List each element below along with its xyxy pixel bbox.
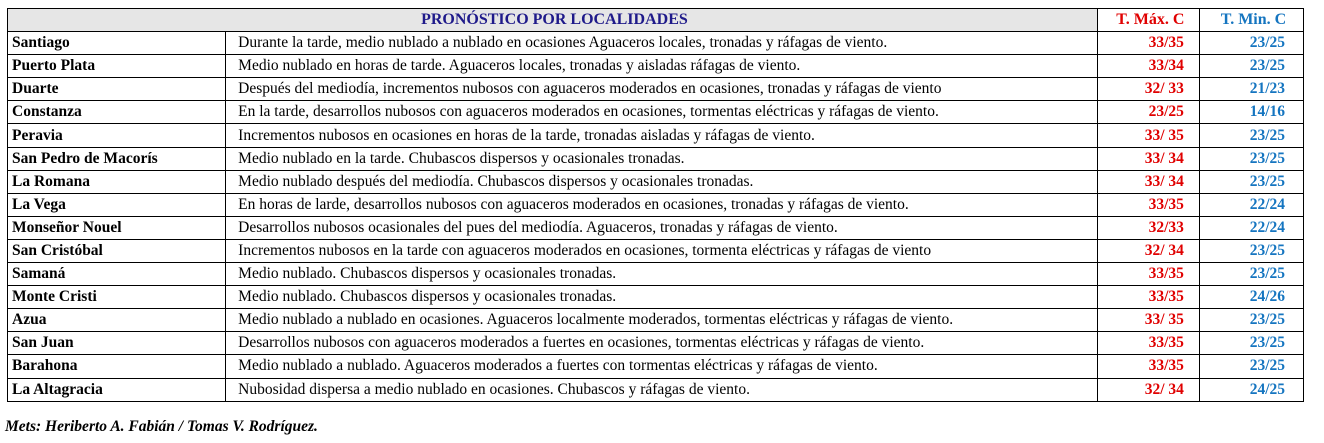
table-row [8, 309, 1304, 332]
table-title: PRONÓSTICO POR LOCALIDADES [8, 9, 1098, 32]
description-cell: Medio nublado en horas de tarde. Aguaceros locales, tronadas y aisladas ráfagas de viento. [226, 55, 1098, 78]
table-row [8, 170, 1304, 193]
location-cell: San Pedro de Macorís [8, 147, 226, 170]
tmax-header: T. Máx. C [1097, 9, 1199, 32]
location-cell: Monte Cristi [8, 286, 226, 309]
description-cell: Incrementos nubosos en la tarde con aguaceros moderados en ocasiones, tormenta eléctricas y ráfagas de viento [226, 239, 1098, 262]
location-cell: Monseñor Nouel [8, 216, 226, 239]
description-cell: En la tarde, desarrollos nubosos con aguaceros moderados en ocasiones, tormentas eléctricas y ráfagas de viento. [226, 101, 1098, 124]
description-cell: Durante la tarde, medio nublado a nublado en ocasiones Aguaceros locales, tronadas y ráfagas de viento. [226, 32, 1098, 55]
tmin-header: T. Min. C [1199, 9, 1303, 32]
location-cell: La Vega [8, 193, 226, 216]
table-row [8, 286, 1304, 309]
tmin-cell: 23/25 [1199, 309, 1303, 332]
tmin-cell: 23/25 [1199, 332, 1303, 355]
table-row [8, 355, 1304, 378]
description-cell: Medio nublado. Chubascos dispersos y ocasionales tronadas. [226, 263, 1098, 286]
table-row [8, 124, 1304, 147]
tmax-cell: 32/33 [1097, 216, 1199, 239]
table-row [8, 239, 1304, 262]
location-cell: Santiago [8, 32, 226, 55]
location-cell: Azua [8, 309, 226, 332]
description-cell: Medio nublado a nublado. Aguaceros moderados a fuertes con tormentas eléctricas y ráfagas de viento. [226, 355, 1098, 378]
table-row [8, 55, 1304, 78]
description-cell: Medio nublado a nublado en ocasiones. Aguaceros localmente moderados, tormentas eléctricas y ráfagas de viento. [226, 309, 1098, 332]
tmax-cell: 33/ 35 [1097, 309, 1199, 332]
description-cell: Medio nublado. Chubascos dispersos y ocasionales tronadas. [226, 286, 1098, 309]
location-cell: San Cristóbal [8, 239, 226, 262]
header-row [8, 9, 1304, 32]
table-row [8, 263, 1304, 286]
tmax-cell: 33/35 [1097, 355, 1199, 378]
location-cell: Duarte [8, 78, 226, 101]
tmax-cell: 32/ 34 [1097, 378, 1199, 401]
location-cell: Puerto Plata [8, 55, 226, 78]
tmin-cell: 21/23 [1199, 78, 1303, 101]
description-cell: Desarrollos nubosos con aguaceros moderados a fuertes en ocasiones, tormentas eléctricas y ráfagas de viento. [226, 332, 1098, 355]
forecast-table [7, 8, 1304, 402]
table-row [8, 32, 1304, 55]
location-cell: La Romana [8, 170, 226, 193]
table-row [8, 101, 1304, 124]
tmin-cell: 24/25 [1199, 378, 1303, 401]
location-cell: Constanza [8, 101, 226, 124]
location-cell: La Altagracia [8, 378, 226, 401]
description-cell: Después del mediodía, incrementos nubosos con aguaceros moderados en ocasiones, tronadas y ráfagas de viento [226, 78, 1098, 101]
table-row [8, 332, 1304, 355]
tmax-cell: 33/35 [1097, 332, 1199, 355]
tmax-cell: 33/34 [1097, 55, 1199, 78]
tmin-cell: 23/25 [1199, 55, 1303, 78]
table-row [8, 216, 1304, 239]
tmax-cell: 32/ 34 [1097, 239, 1199, 262]
tmin-cell: 23/25 [1199, 124, 1303, 147]
location-cell: Samaná [8, 263, 226, 286]
description-cell: Incrementos nubosos en ocasiones en horas de la tarde, tronadas aisladas y ráfagas de viento. [226, 124, 1098, 147]
tmax-cell: 33/ 34 [1097, 170, 1199, 193]
table-row [8, 78, 1304, 101]
table-row [8, 193, 1304, 216]
tmin-cell: 22/24 [1199, 193, 1303, 216]
table-row [8, 147, 1304, 170]
location-cell: Barahona [8, 355, 226, 378]
tmin-cell: 23/25 [1199, 239, 1303, 262]
tmin-cell: 23/25 [1199, 32, 1303, 55]
table-body [8, 32, 1304, 402]
tmin-cell: 22/24 [1199, 216, 1303, 239]
tmax-cell: 33/ 35 [1097, 124, 1199, 147]
tmin-cell: 23/25 [1199, 263, 1303, 286]
tmax-cell: 33/35 [1097, 286, 1199, 309]
tmax-cell: 33/35 [1097, 32, 1199, 55]
tmax-cell: 23/25 [1097, 101, 1199, 124]
tmin-cell: 23/25 [1199, 355, 1303, 378]
description-cell: En horas de larde, desarrollos nubosos con aguaceros moderados en ocasiones, tronadas y ráfagas de viento. [226, 193, 1098, 216]
tmin-cell: 23/25 [1199, 170, 1303, 193]
description-cell: Nubosidad dispersa a medio nublado en ocasiones. Chubascos y ráfagas de viento. [226, 378, 1098, 401]
tmin-cell: 24/26 [1199, 286, 1303, 309]
location-cell: Peravia [8, 124, 226, 147]
authors-footer: Mets: Heriberto A. Fabián / Tomas V. Rodríguez. [5, 418, 318, 435]
tmin-cell: 23/25 [1199, 147, 1303, 170]
tmax-cell: 32/ 33 [1097, 78, 1199, 101]
tmin-cell: 14/16 [1199, 101, 1303, 124]
description-cell: Medio nublado después del mediodía. Chubascos dispersos y ocasionales tronadas. [226, 170, 1098, 193]
tmax-cell: 33/ 34 [1097, 147, 1199, 170]
description-cell: Medio nublado en la tarde. Chubascos dispersos y ocasionales tronadas. [226, 147, 1098, 170]
tmax-cell: 33/35 [1097, 193, 1199, 216]
location-cell: San Juan [8, 332, 226, 355]
tmax-cell: 33/35 [1097, 263, 1199, 286]
description-cell: Desarrollos nubosos ocasionales del pues del mediodía. Aguaceros, tronadas y ráfagas de viento. [226, 216, 1098, 239]
table-row [8, 378, 1304, 401]
